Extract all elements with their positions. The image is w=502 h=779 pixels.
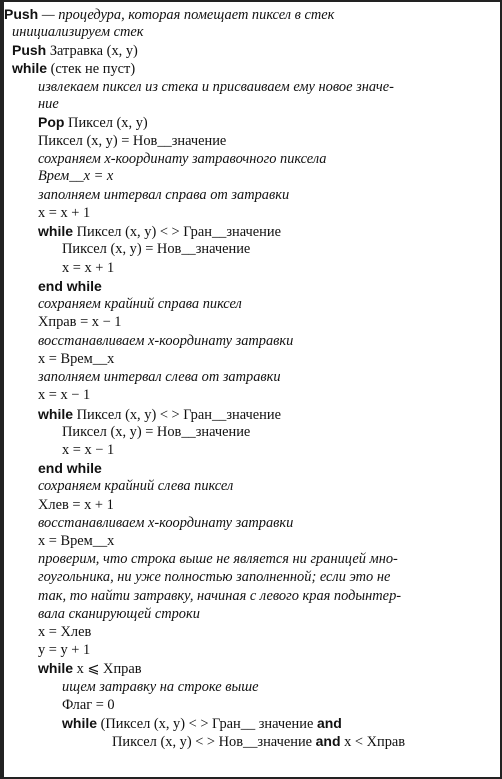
- comment-text: заполняем интервал слева от затравки: [38, 369, 281, 385]
- code-line: [38, 386, 90, 404]
- code-line: [38, 150, 326, 168]
- code-line: [12, 41, 138, 60]
- code-text: x = Врем__x: [38, 351, 115, 367]
- code-line: [38, 222, 281, 241]
- code-text: x = Xлев: [38, 624, 92, 640]
- code-line: [38, 477, 233, 495]
- code-line: [38, 332, 293, 350]
- keyword: while: [62, 715, 98, 731]
- comment-text: заполняем интервал справа от затравки: [38, 187, 290, 203]
- keyword: while: [12, 60, 48, 76]
- keyword: and: [316, 715, 342, 731]
- comment-text: инициализируем стек: [12, 24, 144, 40]
- code-text: Затравка (x, y): [46, 43, 138, 59]
- code-line: [38, 368, 281, 386]
- code-text: x = x − 1: [38, 387, 91, 403]
- code-line: [38, 532, 114, 550]
- comment-text: проверим, что строка выше не является ни границей мно-: [38, 551, 398, 567]
- code-line: [62, 696, 115, 714]
- code-line: [38, 550, 398, 568]
- comment-text: ищем затравку на строке выше: [62, 679, 259, 695]
- code-line: [38, 623, 91, 641]
- code-line: [38, 659, 142, 678]
- code-line: [38, 113, 148, 132]
- code-line: [38, 587, 401, 605]
- code-text: Пиксел (x, y) = Нов__значение: [62, 241, 251, 257]
- comment-text: — процедура, которая помещает пиксел в стек: [38, 7, 335, 23]
- code-text: Пиксел (x, y) < > Гран__значение: [73, 407, 281, 423]
- keyword: while: [38, 406, 74, 422]
- code-line: [38, 95, 59, 113]
- keyword: Pop: [38, 114, 65, 130]
- comment-text: восстанавливаем x-координату затравки: [38, 515, 294, 531]
- code-line: [38, 568, 390, 586]
- code-line: [38, 459, 102, 478]
- code-line: [38, 295, 242, 313]
- code-text: Пиксел (x, y): [64, 115, 148, 131]
- code-text: Xправ = x − 1: [38, 314, 122, 330]
- code-line: [62, 714, 342, 733]
- code-text: x ⩽ Xправ: [73, 661, 142, 677]
- code-text: x = Врем__x: [38, 533, 115, 549]
- code-line: [38, 313, 121, 331]
- code-line: [38, 78, 394, 96]
- keyword: and: [315, 733, 341, 749]
- code-line: [4, 5, 334, 24]
- code-line: [38, 405, 281, 424]
- code-text: Пиксел (x, y) < > Нов__значение: [112, 734, 316, 750]
- code-text: Флаг = 0: [62, 697, 115, 713]
- code-line: [38, 514, 293, 532]
- code-line: [12, 23, 144, 41]
- code-line: [112, 732, 405, 751]
- code-text: x = x + 1: [38, 205, 91, 221]
- comment-text: Врем__x = x: [38, 168, 114, 184]
- code-text: y = y + 1: [38, 642, 91, 658]
- comment-text: сохраняем крайний справа пиксел: [38, 296, 242, 312]
- code-line: [38, 641, 90, 659]
- code-line: [12, 59, 135, 78]
- comment-text: так, то найти затравку, начиная с левого края подынтер-: [38, 588, 402, 604]
- code-text: (Пиксел (x, y) < > Гран__ значение: [97, 716, 317, 732]
- comment-text: вала сканирующей строки: [38, 606, 200, 622]
- code-text: x = x − 1: [62, 442, 115, 458]
- code-line: [38, 277, 102, 296]
- code-text: x < Xправ: [340, 734, 406, 750]
- code-line: [38, 186, 289, 204]
- code-text: Пиксел (x, y) = Нов__значение: [62, 424, 251, 440]
- comment-text: сохраняем крайний слева пиксел: [38, 478, 234, 494]
- keyword: end while: [38, 460, 102, 476]
- code-line: [38, 204, 90, 222]
- code-text: x = x + 1: [62, 260, 115, 276]
- keyword: Push: [12, 42, 47, 58]
- comment-text: сохраняем x-координату затравочного пиксела: [38, 151, 327, 167]
- comment-text: восстанавливаем x-координату затравки: [38, 333, 294, 349]
- page-edge-shadow: [0, 2, 4, 777]
- code-line: [38, 496, 114, 514]
- keyword: end while: [38, 278, 102, 294]
- code-text: Пиксел (x, y) < > Гран__значение: [73, 224, 281, 240]
- code-line: [62, 441, 114, 459]
- code-line: [38, 167, 113, 185]
- code-line: [62, 678, 259, 696]
- code-text: (стек не пуст): [47, 61, 136, 77]
- code-line: [62, 240, 250, 258]
- comment-text: ние: [38, 96, 59, 112]
- code-text: Xлев = x + 1: [38, 497, 114, 513]
- code-line: [38, 132, 226, 150]
- code-line: [38, 350, 114, 368]
- comment-text: гоугольника, ни уже полностью заполненной; если это не: [38, 569, 391, 585]
- code-line: [62, 259, 114, 277]
- code-text: Пиксел (x, y) = Нов__значение: [38, 133, 227, 149]
- code-line: [62, 423, 250, 441]
- code-line: [38, 605, 200, 623]
- keyword: while: [38, 223, 74, 239]
- keyword: while: [38, 660, 74, 676]
- keyword: Push: [4, 6, 39, 22]
- comment-text: извлекаем пиксел из стека и присваиваем ему новое значе-: [38, 79, 394, 95]
